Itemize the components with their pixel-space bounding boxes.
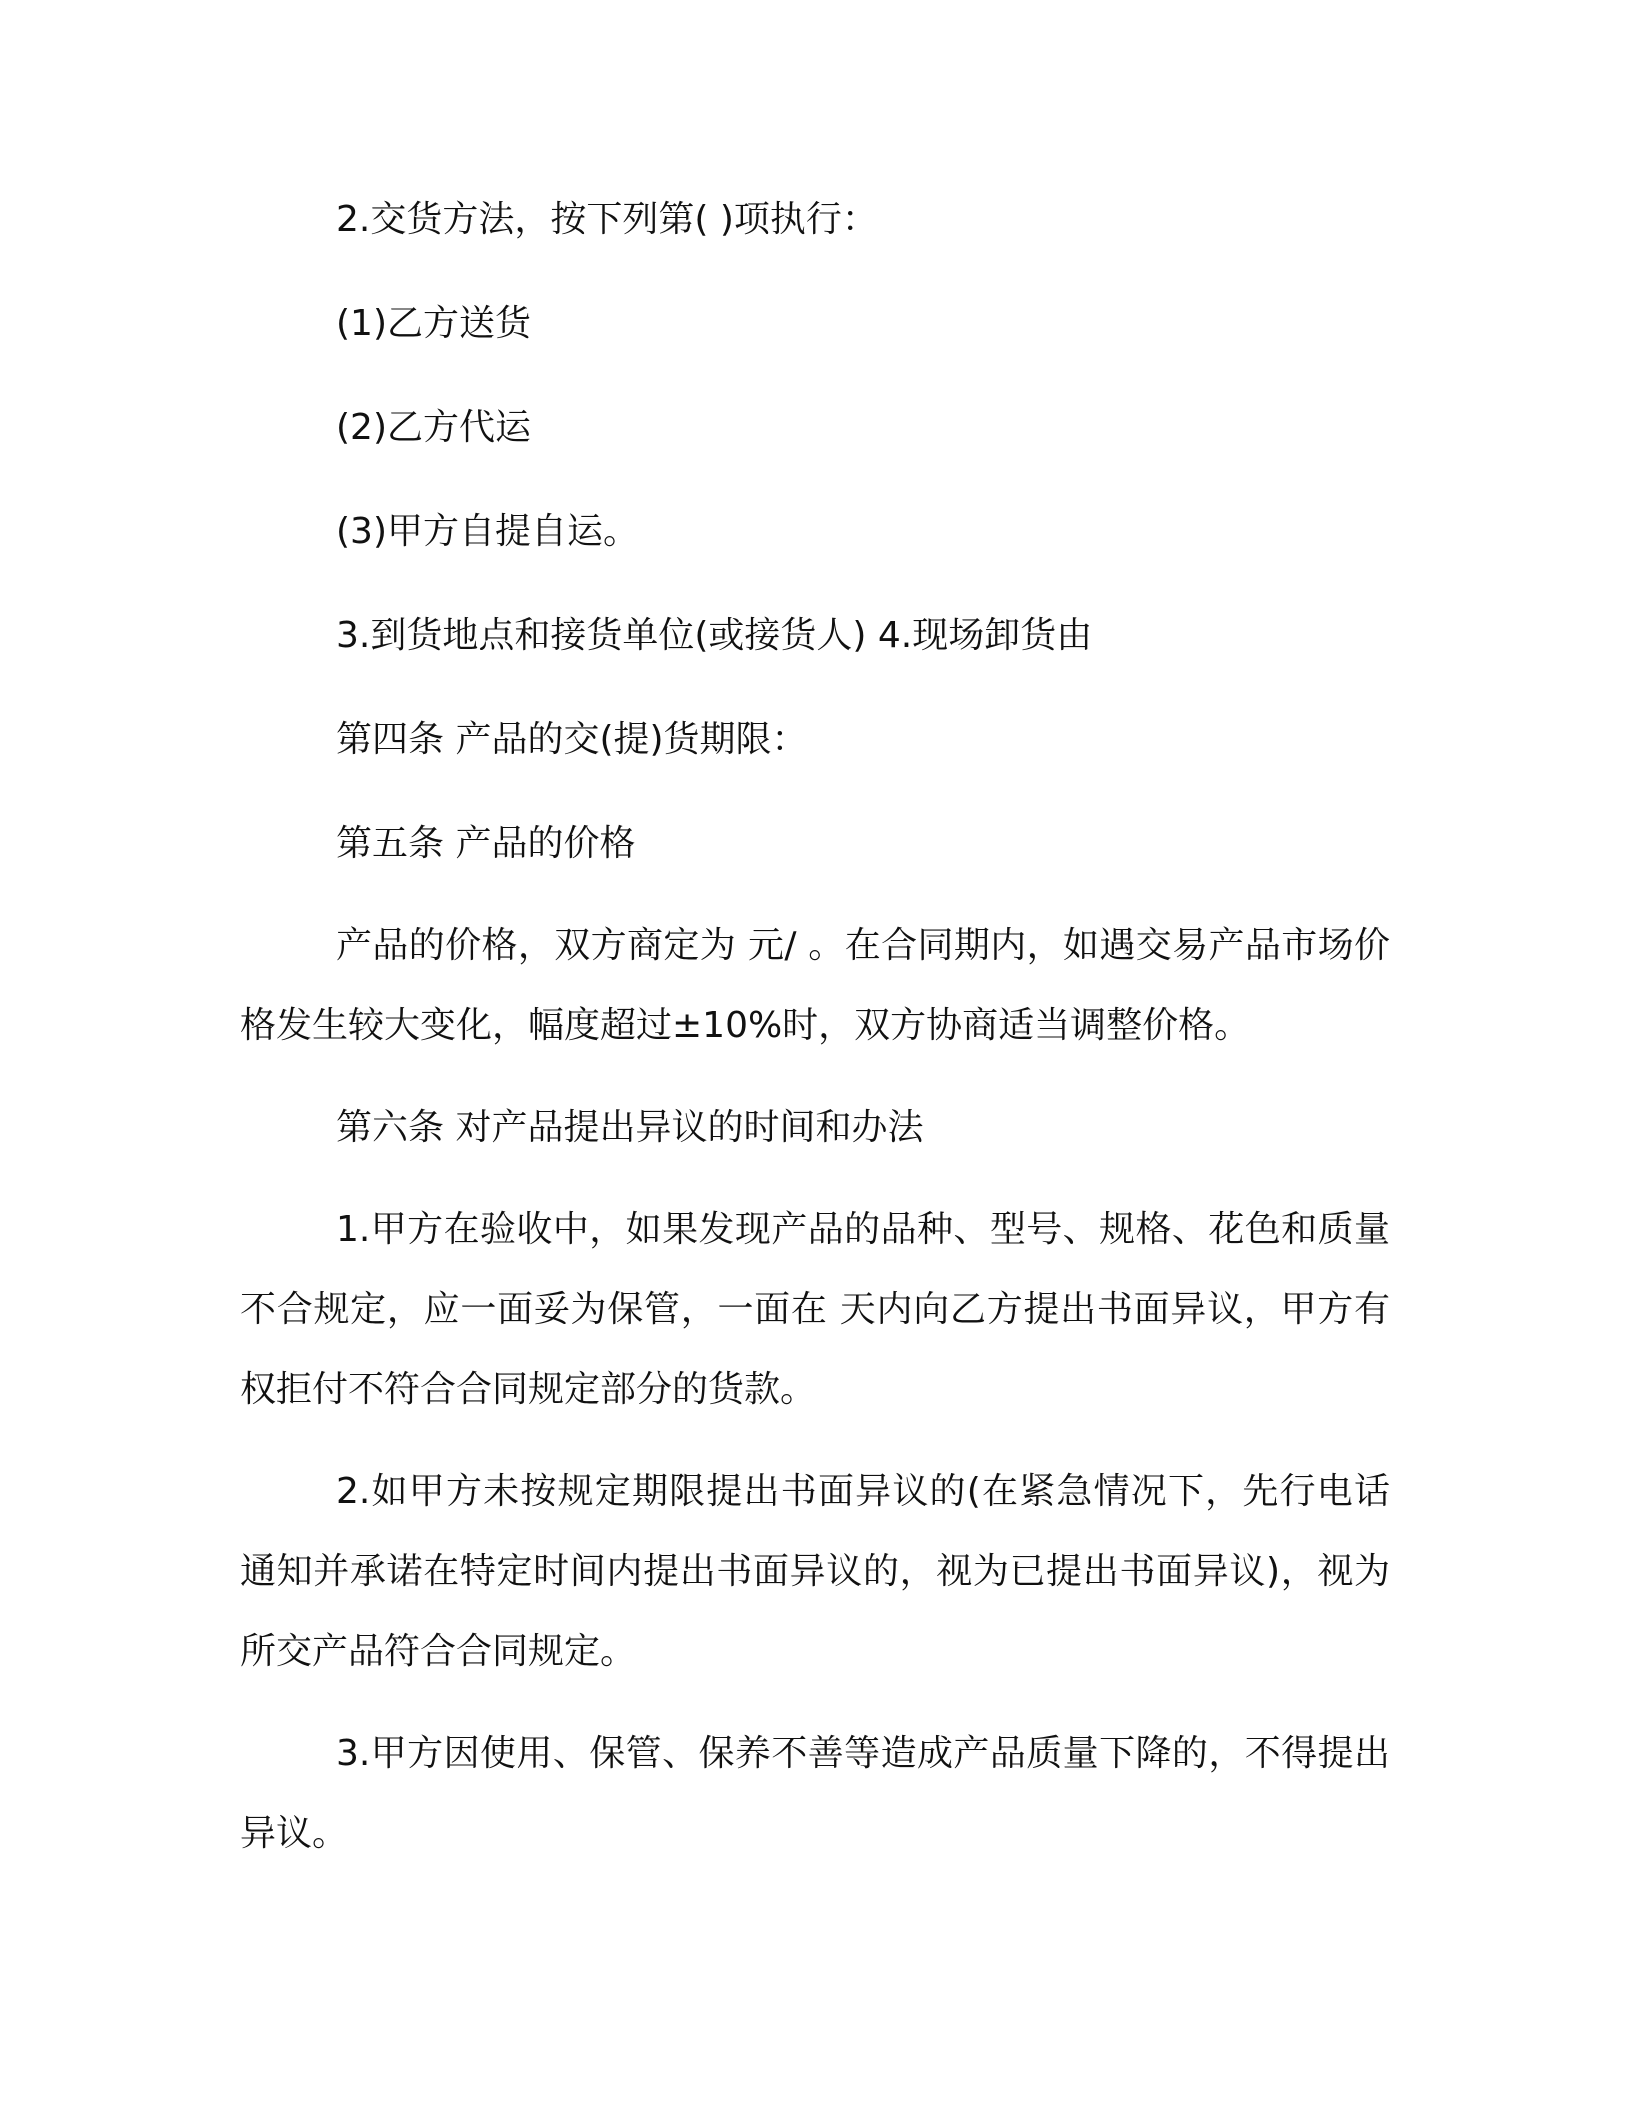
clause-delivery-location: 3.到货地点和接货单位(或接货人) 4.现场卸货由 xyxy=(336,615,1093,656)
objection-clause-3: 3.甲方因使用、保管、保养不善等造成产品质量下降的，不得提出异议。 xyxy=(240,1733,1390,1854)
objection-clause-2: 2.如甲方未按规定期限提出书面异议的(在紧急情况下，先行电话通知并承诺在特定时间内提出书面异议的，视为已提出书面异议)，视为所交产品符合合同规定。 xyxy=(240,1471,1390,1672)
option-seller-shipping: (2)乙方代运 xyxy=(336,407,531,448)
option-buyer-pickup: (3)甲方自提自运。 xyxy=(336,511,639,552)
document-body xyxy=(240,180,1390,1874)
objection-clause-1: 1.甲方在验收中，如果发现产品的品种、型号、规格、花色和质量不合规定，应一面妥为保管，一面在 天内向乙方提出书面异议，甲方有权拒付不符合合同规定部分的货款。 xyxy=(240,1209,1390,1410)
clause-delivery-method: 2.交货方法，按下列第( )项执行： xyxy=(336,199,878,240)
article-4-heading: 第四条 产品的交(提)货期限： xyxy=(336,719,808,760)
option-seller-delivery: (1)乙方送货 xyxy=(336,303,531,344)
article-5-heading: 第五条 产品的价格 xyxy=(336,823,636,864)
article-6-heading: 第六条 对产品提出异议的时间和办法 xyxy=(336,1107,924,1148)
price-paragraph: 产品的价格，双方商定为 元/ 。在合同期内，如遇交易产品市场价格发生较大变化，幅度超过±10%时，双方协商适当调整价格。 xyxy=(240,925,1390,1046)
